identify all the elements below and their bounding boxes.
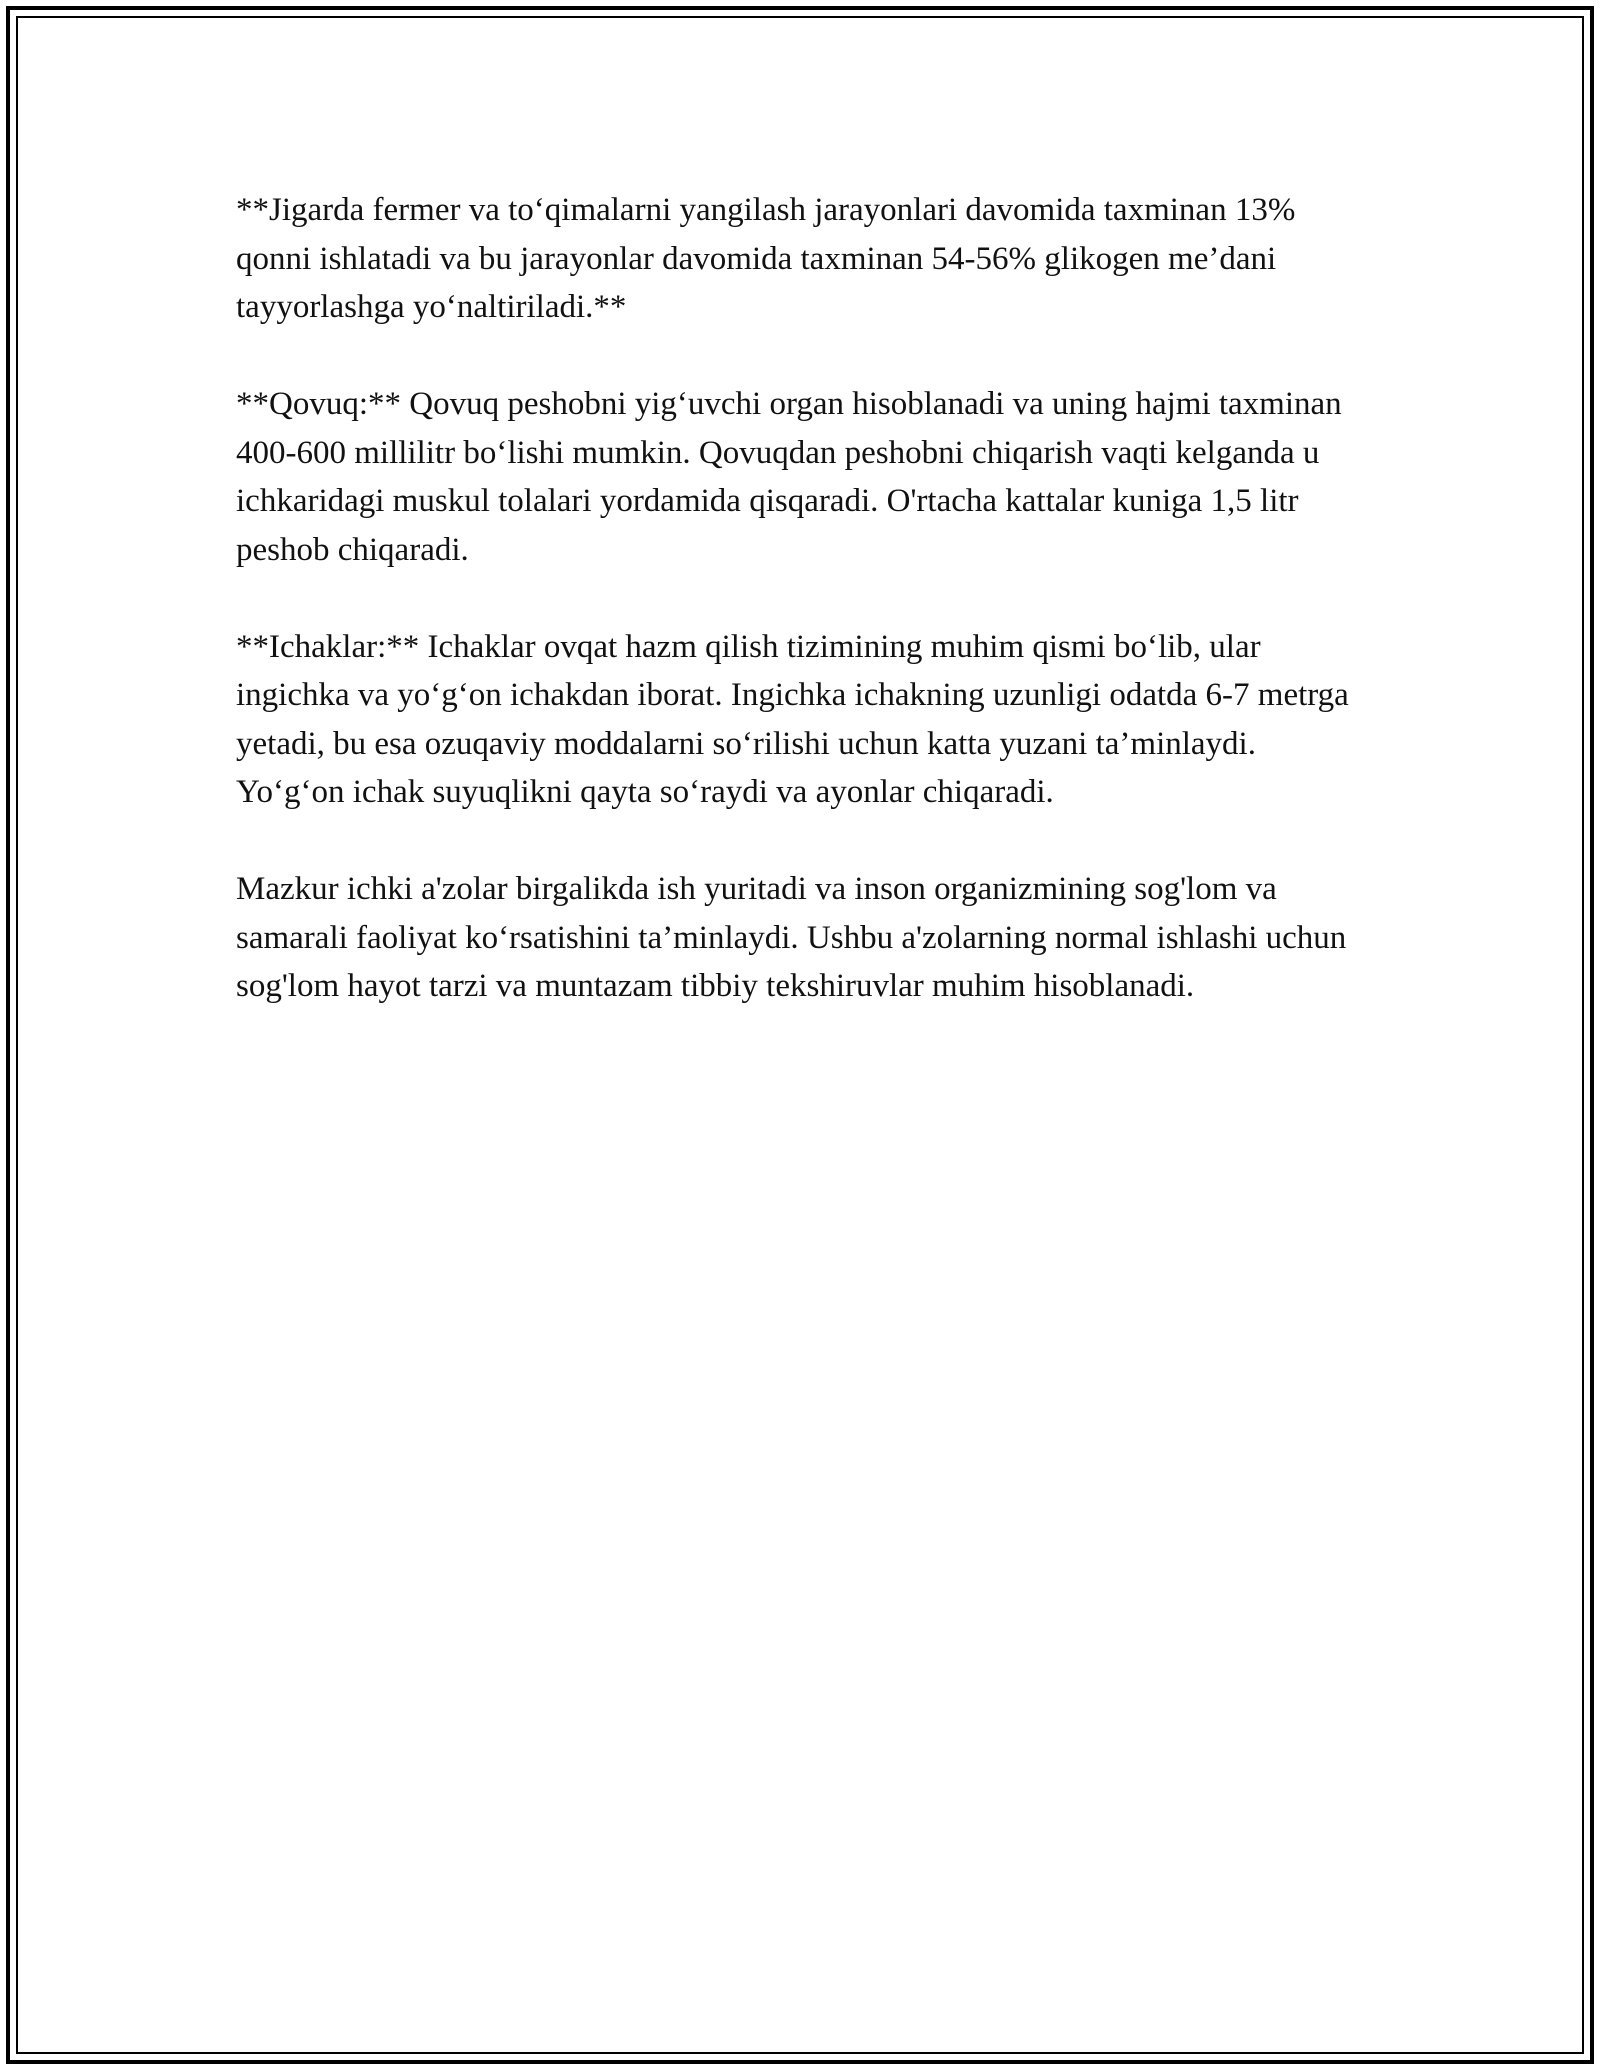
paragraph-bladder: **Qovuq:** Qovuq peshobni yig‘uvchi organ hisoblanadi va uning hajmi taxminan 400-600 millilitr bo‘lishi mumkin. Qovuqdan peshobni chiqarish vaqti kelganda u ichkaridagi muskul tolalari yordamida qisqaradi. O'rtacha kattalar kuniga 1,5 litr peshob chiqaradi. (236, 386, 1342, 568)
paragraph-intestines: **Ichaklar:** Ichaklar ovqat hazm qilish tizimining muhim qismi bo‘lib, ular ingichka va yo‘g‘on ichakdan iborat. Ingichka ichakning uzunligi odatda 6-7 metrga yetadi, bu esa ozuqaviy moddalarni so‘rilishi uchun katta yuzani ta’minlaydi. Yo‘g‘on ichak suyuqlikni qayta so‘raydi va ayonlar chiqaradi. (236, 628, 1349, 810)
paragraph-conclusion: Mazkur ichki a'zolar birgalikda ish yuritadi va inson organizmining sog'lom va samarali faoliyat ko‘rsatishini ta’minlaydi. Ushbu a'zolarning normal ishlashi uchun sog'lom hayot tarzi va muntazam tibbiy tekshiruvlar muhim hisoblanadi. (236, 871, 1347, 1004)
document-body (236, 186, 1356, 1059)
paragraph-liver: **Jigarda fermer va to‘qimalarni yangilash jarayonlari davomida taxminan 13% qonni ishlatadi va bu jarayonlar davomida taxminan 54-56% glikogen me’dani tayyorlashga yo‘naltiriladi.** (236, 192, 1296, 325)
